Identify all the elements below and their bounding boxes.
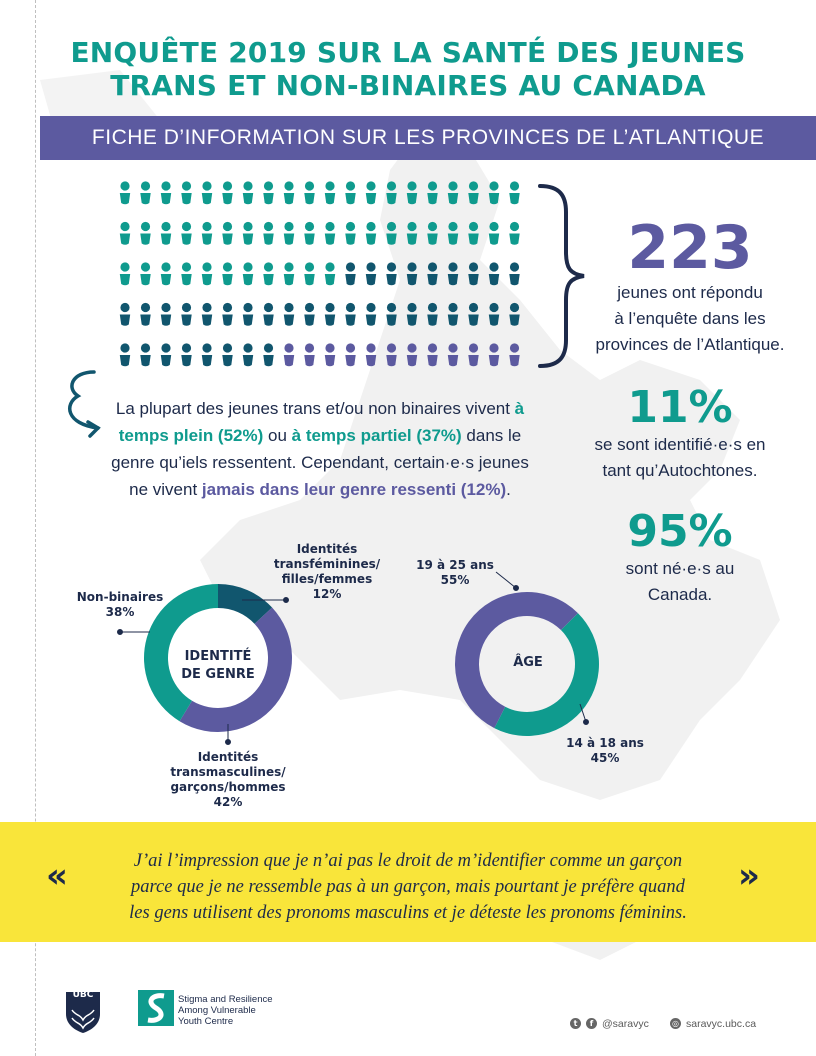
social-handle-link[interactable]: @saravyc [602,1018,649,1030]
gender-donut-center-label [168,648,268,684]
gender-center-line-2: DE GENRE [181,667,255,682]
person-icon-à-temps-partiel [120,303,130,326]
person-icon-à-temps-partiel [489,303,499,326]
close-quote-mark: » [738,856,760,896]
person-icon-à-temps-plein [140,222,150,245]
person-icon-à-temps-plein [243,181,253,204]
label-age-19-25-line: 19 à 25 ans [416,558,494,572]
person-icon-à-temps-plein [284,262,294,285]
globe-icon: ◎ [670,1018,681,1029]
person-icon-à-temps-partiel [489,262,499,285]
living-text-part-4: . [506,480,511,499]
person-icon-à-temps-plein [427,181,437,204]
person-icon-à-temps-plein [468,222,478,245]
person-icon-à-temps-partiel [263,303,273,326]
person-icon-jamais [345,343,355,366]
person-icon-à-temps-plein [263,262,273,285]
person-icon-jamais [489,343,499,366]
person-icon-à-temps-plein [489,222,499,245]
waffle-chart-people [120,181,520,366]
quote-line-2: parce que je ne ressemble pas à un garçon, mais pourtant je préfère quand [131,877,685,897]
person-icon-à-temps-plein [181,181,191,204]
curly-brace-icon [540,186,584,366]
stat-respondents-desc-1: jeunes ont répondu [617,283,763,302]
org-name-line-1: Stigma and Resilience [178,994,273,1005]
person-icon-à-temps-plein [366,222,376,245]
label-age-14-18-line: 14 à 18 ans [566,736,644,750]
ubc-logo-text: UBC [72,990,94,1000]
open-quote-mark: « [46,856,68,896]
label-transfeminine [272,542,382,602]
facebook-icon[interactable]: f [586,1018,597,1029]
title-line-1: ENQUÊTE 2019 SUR LA SANTÉ DES JEUNES [70,36,746,69]
person-icon-à-temps-plein [407,222,417,245]
person-icon-à-temps-partiel [161,343,171,366]
living-highlight-full-time: à temps plein (52%) [118,399,525,445]
stat-indigenous-value: 11% [627,382,733,433]
person-icon-à-temps-plein [222,222,232,245]
person-icon-à-temps-partiel [243,303,253,326]
person-icon-à-temps-partiel [407,303,417,326]
person-icon-à-temps-partiel [202,303,212,326]
gender-center-line-1: IDENTITÉ [184,649,252,664]
twitter-icon[interactable]: t [570,1018,581,1029]
person-icon-à-temps-plein [120,181,130,204]
person-icon-à-temps-plein [325,181,335,204]
living-highlight-never: jamais dans leur genre ressenti (12%) [201,480,507,499]
person-icon-à-temps-partiel [366,303,376,326]
living-in-gender-paragraph [110,395,530,503]
curved-arrow-icon [70,372,98,436]
person-icon-jamais [386,343,396,366]
stat-indigenous-desc-2: tant qu’Autochtones. [602,461,758,480]
person-icon-à-temps-partiel [427,303,437,326]
label-transmasculine-line-1: Identités [197,750,259,764]
person-icon-jamais [366,343,376,366]
person-icon-à-temps-plein [181,222,191,245]
person-icon-à-temps-partiel [448,262,458,285]
person-icon-à-temps-plein [304,262,314,285]
person-icon-à-temps-plein [222,181,232,204]
person-icon-jamais [468,343,478,366]
person-icon-à-temps-plein [140,262,150,285]
person-icon-à-temps-plein [386,222,396,245]
label-nonbinary-value: 38% [105,605,135,619]
person-icon-à-temps-plein [181,262,191,285]
person-icon-à-temps-partiel [509,262,519,285]
person-icon-à-temps-plein [161,181,171,204]
person-icon-à-temps-plein [243,222,253,245]
person-icon-à-temps-plein [366,181,376,204]
label-transfeminine-value: 12% [312,587,342,601]
person-icon-à-temps-plein [345,222,355,245]
person-icon-à-temps-plein [161,222,171,245]
person-icon-à-temps-partiel [263,343,273,366]
label-transfeminine-line-3: filles/femmes [281,572,373,586]
label-transfeminine-line-2: transféminines/ [273,557,381,571]
person-icon-à-temps-partiel [140,343,150,366]
person-icon-à-temps-plein [489,181,499,204]
stat-born-canada-value: 95% [627,506,733,557]
person-icon-à-temps-plein [468,181,478,204]
person-icon-à-temps-plein [509,222,519,245]
label-transmasculine-line-2: transmasculines/ [170,765,286,779]
living-text-part-1: La plupart des jeunes trans et/ou non binaires vivent [115,399,515,418]
label-transmasculine-value: 42% [213,795,243,809]
person-icon-à-temps-partiel [222,303,232,326]
person-icon-à-temps-plein [304,181,314,204]
stat-indigenous [560,382,800,484]
person-icon-à-temps-partiel [386,303,396,326]
person-icon-à-temps-plein [345,181,355,204]
person-icon-à-temps-partiel [181,303,191,326]
living-highlight-part-time: à temps partiel (37%) [291,426,462,445]
living-text-part-2: ou [263,426,292,445]
person-icon-à-temps-partiel [386,262,396,285]
person-icon-à-temps-partiel [509,303,519,326]
person-icon-à-temps-partiel [202,343,212,366]
person-icon-jamais [284,343,294,366]
stat-born-canada-desc-1: sont né·e·s au [625,559,735,578]
person-icon-à-temps-plein [222,262,232,285]
person-icon-à-temps-partiel [140,303,150,326]
saravyc-logo-icon [138,990,174,1026]
label-age-14-18-value: 45% [590,751,620,765]
person-icon-à-temps-partiel [407,262,417,285]
person-icon-jamais [509,343,519,366]
label-age-14-18 [560,736,650,766]
person-icon-à-temps-plein [202,181,212,204]
person-icon-à-temps-partiel [325,303,335,326]
person-icon-à-temps-plein [386,181,396,204]
person-icon-à-temps-plein [284,181,294,204]
label-transmasculine [168,750,288,810]
person-icon-à-temps-plein [325,222,335,245]
person-icon-à-temps-plein [120,222,130,245]
person-icon-à-temps-plein [407,181,417,204]
living-text-part-3: dans le genre qu’iels ressentent. Cependant, certain·e·s jeunes ne vivent [111,426,529,499]
org-name-line-2: Among Vulnerable [178,1005,256,1016]
person-icon-à-temps-plein [448,222,458,245]
person-icon-à-temps-partiel [427,262,437,285]
label-nonbinary-line-1: Non-binaires [76,590,164,604]
person-icon-à-temps-plein [202,222,212,245]
stat-respondents-value: 223 [627,213,753,283]
person-icon-jamais [304,343,314,366]
quote-line-3: les gens utilisent des pronoms masculins et je déteste les pronoms féminins. [129,903,687,923]
testimonial-quote [100,848,716,926]
person-icon-à-temps-plein [448,181,458,204]
org-name-line-3: Youth Centre [178,1016,234,1027]
quote-line-1: J’ai l’impression que je n’ai pas le droit de m’identifier comme un garçon [133,851,683,871]
age-center-line-1: ÂGE [513,655,543,670]
person-icon-à-temps-partiel [468,303,478,326]
person-icon-à-temps-plein [161,262,171,285]
label-transmasculine-line-3: garçons/hommes [170,780,286,794]
person-icon-à-temps-partiel [181,343,191,366]
person-icon-à-temps-plein [509,181,519,204]
person-icon-à-temps-partiel [345,303,355,326]
stat-respondents [590,213,790,358]
title-line-2: TRANS ET NON-BINAIRES AU CANADA [110,69,706,102]
stat-born-canada [560,506,800,608]
stat-indigenous-desc-1: se sont identifié·e·s en [594,435,766,454]
person-icon-à-temps-partiel [222,343,232,366]
person-icon-à-temps-partiel [366,262,376,285]
person-icon-à-temps-partiel [345,262,355,285]
person-icon-à-temps-plein [202,262,212,285]
person-icon-à-temps-plein [263,181,273,204]
person-icon-à-temps-plein [120,262,130,285]
person-icon-à-temps-partiel [243,343,253,366]
subtitle-banner: FICHE D’INFORMATION SUR LES PROVINCES DE L’ATLANTIQUE [40,116,816,160]
person-icon-à-temps-plein [284,222,294,245]
person-icon-jamais [427,343,437,366]
person-icon-à-temps-plein [325,262,335,285]
person-icon-à-temps-plein [427,222,437,245]
label-age-19-25 [410,558,500,588]
website-link[interactable]: saravyc.ubc.ca [686,1018,757,1030]
label-transfeminine-line-1: Identités [296,542,358,556]
age-donut-center-label [488,654,568,672]
person-icon-à-temps-partiel [161,303,171,326]
person-icon-à-temps-plein [140,181,150,204]
person-icon-à-temps-plein [304,222,314,245]
stat-respondents-desc-3: provinces de l’Atlantique. [595,335,785,354]
person-icon-à-temps-partiel [468,262,478,285]
person-icon-à-temps-plein [263,222,273,245]
label-age-19-25-value: 55% [440,573,470,587]
saravyc-org-name [178,994,273,1027]
stat-born-canada-desc-2: Canada. [647,585,713,604]
person-icon-à-temps-partiel [284,303,294,326]
person-icon-à-temps-partiel [304,303,314,326]
person-icon-jamais [407,343,417,366]
person-icon-à-temps-plein [243,262,253,285]
donut-age-slice-0 [494,613,599,736]
person-icon-jamais [325,343,335,366]
person-icon-jamais [448,343,458,366]
label-nonbinary [70,590,170,620]
person-icon-à-temps-partiel [448,303,458,326]
stat-respondents-desc-2: à l’enquête dans les [614,309,766,328]
person-icon-à-temps-partiel [120,343,130,366]
